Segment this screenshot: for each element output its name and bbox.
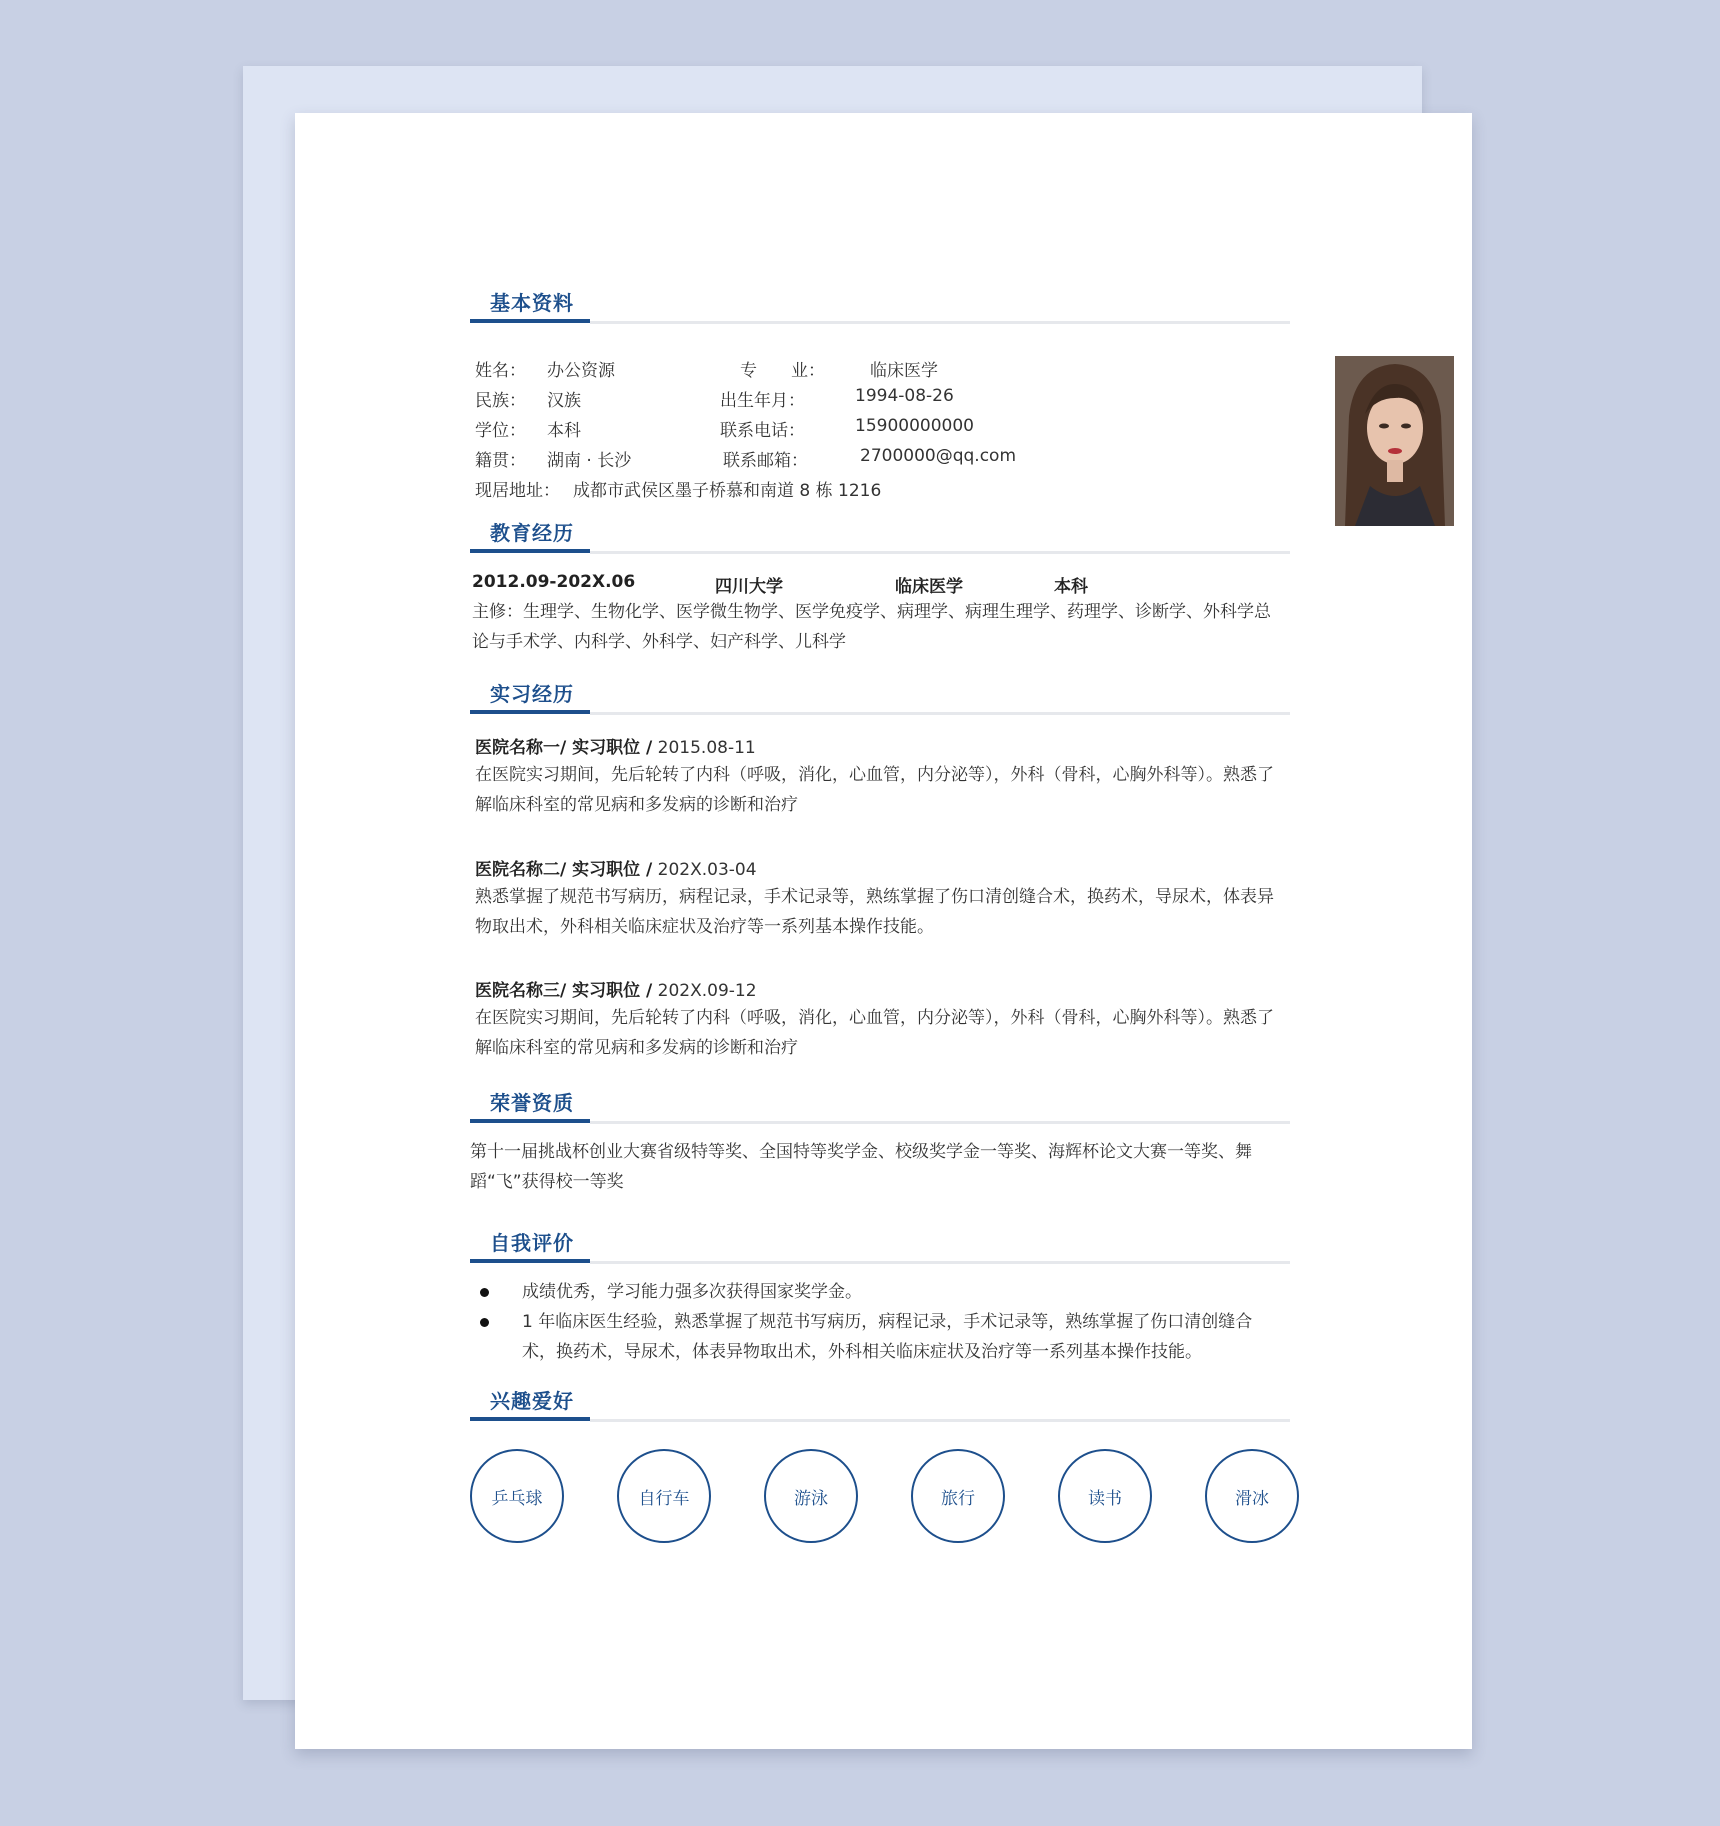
nation-label: 民族： xyxy=(475,391,526,411)
nation-row xyxy=(475,386,581,411)
education-school: 四川大学 xyxy=(715,577,783,597)
self-eval-item xyxy=(480,1307,1280,1367)
title-accent-bar xyxy=(470,1417,590,1421)
internship-item xyxy=(475,976,1285,1063)
degree-row xyxy=(475,416,581,441)
section-title-text: 荣誉资质 xyxy=(490,1091,574,1115)
native-value: 湖南 · 长沙 xyxy=(547,451,632,471)
hobby-circle: 滑冰 xyxy=(1205,1449,1299,1543)
resume-page xyxy=(295,113,1472,1749)
title-divider xyxy=(590,1121,1290,1124)
hobby-circle: 旅行 xyxy=(911,1449,1005,1543)
name-label: 姓名： xyxy=(475,361,526,381)
title-accent-bar xyxy=(470,549,590,553)
major-value: 临床医学 xyxy=(870,361,938,381)
name-row xyxy=(475,356,615,381)
internship-header xyxy=(475,733,1285,758)
native-label: 籍贯： xyxy=(475,451,526,471)
section-title-text: 兴趣爱好 xyxy=(490,1389,574,1413)
title-accent-bar xyxy=(470,1259,590,1263)
education-courses: 主修：生理学、生物化学、医学微生物学、医学免疫学、病理学、病理生理学、药理学、诊断学、外科学总论与手术学、内科学、外科学、妇产科学、儿科学 xyxy=(472,602,1271,652)
internship-header xyxy=(475,976,1285,1001)
internship-title: 医院名称一/ 实习职位 / xyxy=(475,738,653,758)
self-eval-text: 1 年临床医生经验，熟悉掌握了规范书写病历，病程记录，手术记录等，熟练掌握了伤口清创缝合术，换药术，导尿术，体表异物取出术，外科相关临床症状及治疗等一系列基本操作技能。 xyxy=(522,1312,1253,1362)
birth-value: 1994-08-26 xyxy=(855,386,954,406)
education-major: 临床医学 xyxy=(895,577,963,597)
title-divider xyxy=(590,1261,1290,1264)
education-period: 2012.09-202X.06 xyxy=(472,572,636,592)
internship-item xyxy=(475,733,1285,820)
address-row xyxy=(475,476,882,501)
hobby-circle: 读书 xyxy=(1058,1449,1152,1543)
internship-desc: 在医院实习期间，先后轮转了内科（呼吸，消化，心血管，内分泌等），外科（骨科，心胸外科等）。熟悉了解临床科室的常见病和多发病的诊断和治疗 xyxy=(475,765,1274,815)
nation-value: 汉族 xyxy=(547,391,581,411)
hobby-circle: 乒乓球 xyxy=(470,1449,564,1543)
section-self-title xyxy=(470,1227,1290,1267)
hobby-circle: 自行车 xyxy=(617,1449,711,1543)
hobby-circle: 游泳 xyxy=(764,1449,858,1543)
title-accent-bar xyxy=(470,710,590,714)
major-label: 专 业： xyxy=(740,361,825,381)
bullet-icon xyxy=(480,1288,489,1297)
title-divider xyxy=(590,1419,1290,1422)
section-title-text: 实习经历 xyxy=(490,682,574,706)
internship-desc: 在医院实习期间，先后轮转了内科（呼吸，消化，心血管，内分泌等），外科（骨科，心胸外科等）。熟悉了解临床科室的常见病和多发病的诊断和治疗 xyxy=(475,1008,1274,1058)
degree-label: 学位： xyxy=(475,421,526,441)
section-hobbies-title xyxy=(470,1385,1290,1425)
phone-label: 联系电话： xyxy=(720,421,805,441)
section-title-text: 自我评价 xyxy=(490,1231,574,1255)
internship-title: 医院名称三/ 实习职位 / xyxy=(475,981,653,1001)
honors-text: 第十一届挑战杯创业大赛省级特等奖、全国特等奖学金、校级奖学金一等奖、海辉杯论文大赛一等奖、舞蹈“飞”获得校一等奖 xyxy=(470,1142,1252,1192)
internship-date: 202X.09-12 xyxy=(657,981,757,1001)
internship-title: 医院名称二/ 实习职位 / xyxy=(475,860,653,880)
internship-desc: 熟悉掌握了规范书写病历，病程记录，手术记录等，熟练掌握了伤口清创缝合术，换药术，导尿术，体表异物取出术，外科相关临床症状及治疗等一系列基本操作技能。 xyxy=(475,887,1274,937)
section-title-text: 基本资料 xyxy=(490,291,574,315)
native-row xyxy=(475,446,632,471)
title-divider xyxy=(590,712,1290,715)
title-accent-bar xyxy=(470,1119,590,1123)
degree-value: 本科 xyxy=(547,421,581,441)
profile-photo xyxy=(1335,356,1454,526)
address-label: 现居地址： xyxy=(475,481,560,501)
birth-label: 出生年月： xyxy=(720,391,805,411)
internship-header xyxy=(475,855,1285,880)
email-label: 联系邮箱： xyxy=(723,451,808,471)
section-title-text: 教育经历 xyxy=(490,521,574,545)
education-degree: 本科 xyxy=(1054,577,1088,597)
internship-date: 2015.08-11 xyxy=(657,738,756,758)
bullet-icon xyxy=(480,1318,489,1327)
section-education-title xyxy=(470,517,1290,557)
portrait-image xyxy=(1335,356,1454,526)
title-accent-bar xyxy=(470,319,590,323)
internship-item xyxy=(475,855,1285,942)
phone-value: 15900000000 xyxy=(855,416,974,436)
title-divider xyxy=(590,551,1290,554)
title-divider xyxy=(590,321,1290,324)
internship-date: 202X.03-04 xyxy=(657,860,757,880)
section-internship-title xyxy=(470,678,1290,718)
section-basic-title xyxy=(470,287,1290,327)
address-value: 成都市武侯区墨子桥慕和南道 8 栋 1216 xyxy=(573,481,882,501)
email-value: 2700000@qq.com xyxy=(860,446,1017,466)
self-eval-item xyxy=(480,1277,1280,1307)
self-eval-text: 成绩优秀，学习能力强多次获得国家奖学金。 xyxy=(522,1282,862,1302)
section-honors-title xyxy=(470,1087,1290,1127)
name-value: 办公资源 xyxy=(547,361,615,381)
